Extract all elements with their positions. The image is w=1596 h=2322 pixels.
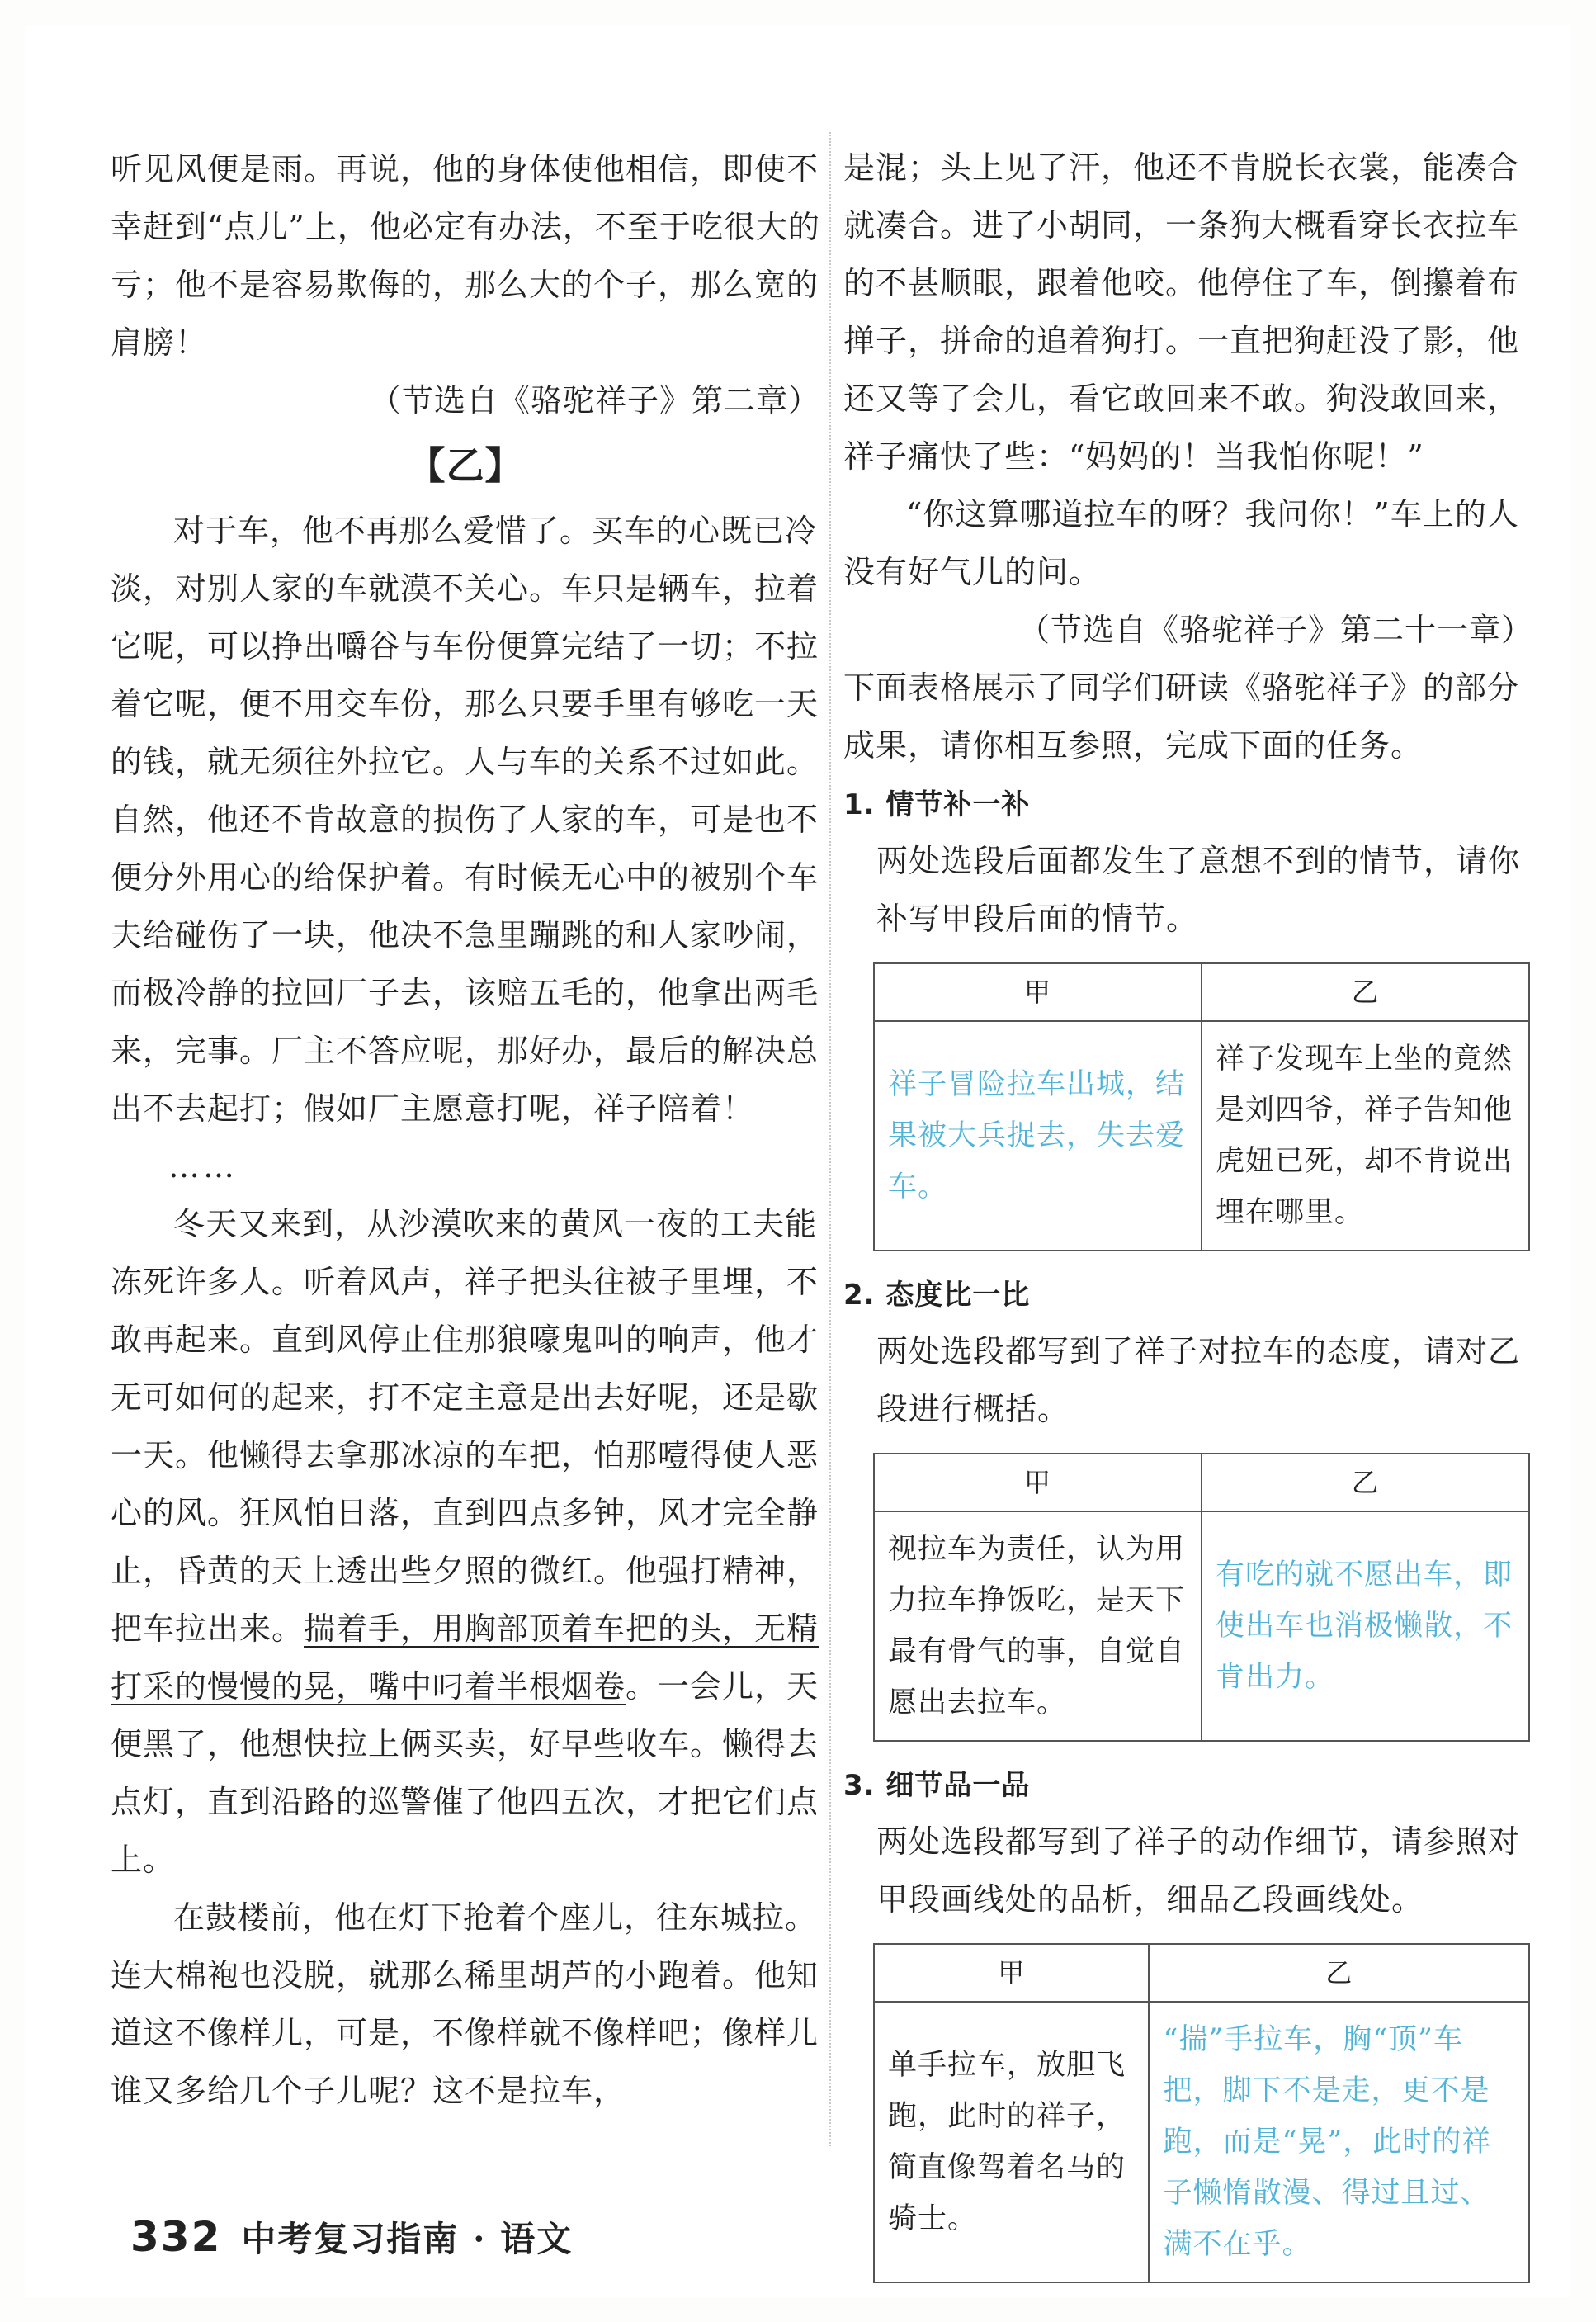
book-title: 中考复习指南 · 语文 xyxy=(241,2219,574,2259)
page-footer xyxy=(130,2212,573,2262)
table-header-yi: 乙 xyxy=(1202,1454,1529,1511)
task-description: 两处选段都写到了祥子对拉车的态度，请对乙段进行概括。 xyxy=(876,1333,1521,1427)
task-heading: 2. 态度比一比 xyxy=(843,1279,1031,1312)
ellipsis: …… xyxy=(168,1148,238,1185)
underlined-detail: 揣着手，用胸部顶着车把的头，无精打采的慢慢的晃，嘴中叼着半根烟卷 xyxy=(111,1610,819,1705)
task-heading: 1. 情节补一补 xyxy=(843,788,1031,821)
passage-text: 冬天又来到，从沙漠吹来的黄风一夜的工夫能冻死许多人。听着风声，祥子把头往被子里埋，不敢再起来。直到风停止住那狼嚎鬼叫的响声，他才无可如何的起来，打不定主意是出去好呢，还是歇一天。他懒得去拿那冰凉的车把，怕那噎得使人恶心的风。狂风怕日落，直到四点多钟，风才完全静止，昏黄的天上透出些夕照的微红。他强打精神，把车拉出来。 xyxy=(111,1206,819,1647)
right-column xyxy=(843,139,1533,2300)
section-title-yi: 【乙】 xyxy=(407,443,524,488)
source-note: （节选自《骆驼祥子》第二章） xyxy=(369,382,820,419)
passage-paragraph: 是混；头上见了汗，他还不肯脱长衣裳，能凑合就凑合。进了小胡同，一条狗大概看穿长衣拉车的不甚顺眼，跟着他咬。他停住了车，倒攥着布掸子，拼命的追着狗打。一直把狗赶没了影，他还又等了会儿，看它敢回来不敢。狗没敢回来，祥子痛快了些：“妈妈的！当我怕你呢！” xyxy=(843,149,1520,475)
task-description: 两处选段后面都发生了意想不到的情节，请你补写甲段后面的情节。 xyxy=(876,843,1521,937)
table-header-jia: 甲 xyxy=(874,1944,1149,2002)
answer-cell: “揣”手拉车，胸“顶”车把，脚下不是走，更不是跑，而是“晃”，此时的祥子懒惰散漫、得过且过、满不在乎。 xyxy=(1149,2002,1529,2282)
task-description: 两处选段都写到了祥子的动作细节，请参照对甲段画线处的品析，细品乙段画线处。 xyxy=(876,1823,1521,1918)
table-header-yi: 乙 xyxy=(1202,963,1529,1021)
answer-cell: 祥子冒险拉车出城，结果被大兵捉去，失去爱车。 xyxy=(874,1021,1202,1251)
passage-paragraph: 在鼓楼前，他在灯下抢着个座儿，往东城拉。连大棉袍也没脱，就那么稀里胡芦的小跑着。他知道这不像样儿，可是，不像样就不像样吧；像样儿谁又多给几个子儿呢？这不是拉车， xyxy=(111,1899,819,2109)
passage-paragraph: 对于车，他不再那么爱惜了。买车的心既已冷淡，对别人家的车就漠不关心。车只是辆车，拉着它呢，可以挣出嚼谷与车份便算完结了一切；不拉着它呢，便不用交车份，那么只要手里有够吃一天的钱，就无须往外拉它。人与车的关系不过如此。自然，他还不肯故意的损伤了人家的车，可是也不便分外用心的给保护着。有时候无心中的被别个车夫给碰伤了一块，他决不急里蹦跳的和人家吵闹，而极冷静的拉回厂子去，该赔五毛的，他拿出两毛来，完事。厂主不答应呢，那好办，最后的解决总出不去起打；假如厂主愿意打呢，祥子陪着！ xyxy=(111,513,819,1127)
page xyxy=(25,25,1571,2297)
table-cell: 祥子发现车上坐的竟然是刘四爷，祥子告知他虎妞已死，却不肯说出埋在哪里。 xyxy=(1202,1021,1529,1251)
task-heading: 3. 细节品一品 xyxy=(843,1769,1031,1802)
table-cell: 单手拉车，放胆飞跑，此时的祥子，简直像驾着名马的骑士。 xyxy=(874,2002,1149,2282)
source-note: （节选自《骆驼祥子》第二十一章） xyxy=(1018,612,1533,648)
page-number: 332 xyxy=(130,2213,222,2261)
left-column xyxy=(111,140,820,2120)
passage-text: 。一会儿，天便黑了，他想快拉上俩买卖，好早些收车。懒得去点灯，直到沿路的巡警催了他四五次，才把它们点上。 xyxy=(111,1668,819,1878)
passage-paragraph xyxy=(111,1195,820,1889)
table-header-jia: 甲 xyxy=(874,963,1202,1021)
column-divider xyxy=(829,132,831,2146)
passage-paragraph: “你这算哪道拉车的呀？我问你！”车上的人没有好气儿的问。 xyxy=(843,496,1519,590)
table-header-jia: 甲 xyxy=(874,1454,1202,1511)
table-cell: 视拉车为责任，认为用力拉车挣饭吃，是天下最有骨气的事，自觉自愿出去拉车。 xyxy=(874,1511,1202,1741)
task-table xyxy=(873,1943,1530,2283)
answer-cell: 有吃的就不愿出车，即使出车也消极懒散，不肯出力。 xyxy=(1202,1511,1529,1741)
task-table xyxy=(873,962,1530,1251)
task-table xyxy=(873,1453,1530,1742)
passage-paragraph: 听见风便是雨。再说，他的身体使他相信，即使不幸赶到“点儿”上，他必定有办法，不至于吃很大的亏；他不是容易欺侮的，那么大的个子，那么宽的肩膀！ xyxy=(111,151,820,361)
table-header-yi: 乙 xyxy=(1149,1944,1529,2002)
task-intro: 下面表格展示了同学们研读《骆驼祥子》的部分成果，请你相互参照，完成下面的任务。 xyxy=(843,669,1520,764)
